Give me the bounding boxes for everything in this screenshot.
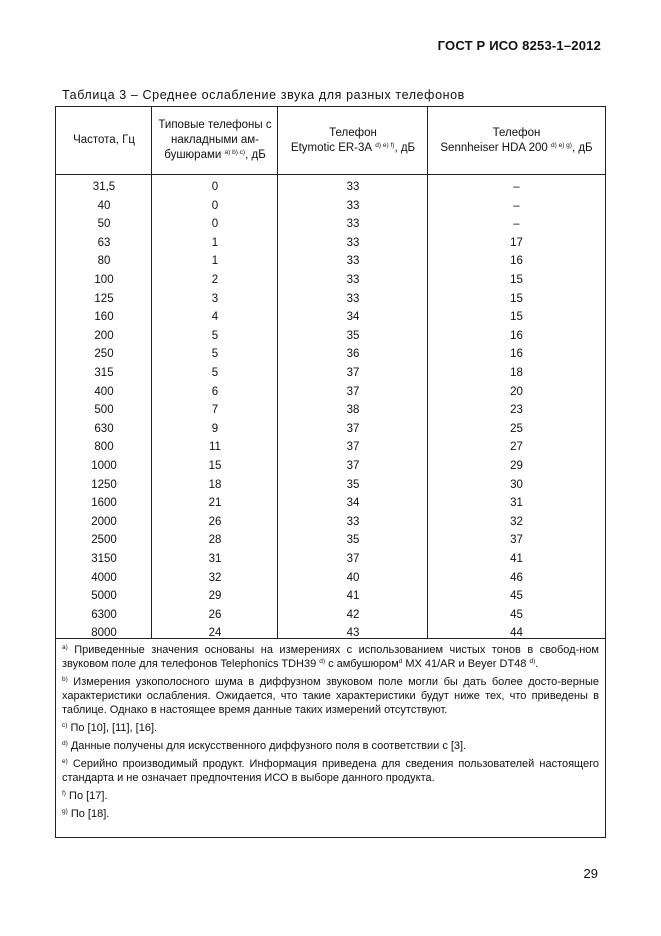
note-e-mark: e) — [62, 758, 68, 765]
cell-etymotic: 36 — [346, 348, 360, 361]
cell-supra-aural: 31 — [208, 553, 222, 565]
cell-sennheiser: 15 — [510, 292, 523, 305]
cell-etymotic: 33 — [346, 274, 360, 286]
header-supra-aural-label: Типовые телефоны с накладными ам-бушюрами — [158, 119, 272, 161]
cell-sennheiser: 23 — [510, 404, 523, 417]
table-row — [56, 513, 605, 532]
cell-supra-aural: 28 — [208, 534, 222, 547]
cell-etymotic: 37 — [346, 422, 360, 435]
table-row — [56, 494, 605, 513]
cell-supra-aural: 5 — [211, 348, 219, 361]
header-etymotic-line1: Телефон — [329, 126, 377, 139]
cell-supra-aural: 24 — [208, 627, 222, 640]
table-row — [56, 215, 605, 234]
cell-sennheiser: 15 — [510, 274, 523, 286]
cell-etymotic: 33 — [346, 292, 360, 305]
table-row — [56, 438, 605, 457]
cell-etymotic: 33 — [346, 181, 360, 193]
cell-etymotic: 38 — [346, 404, 360, 417]
cell-sennheiser: 25 — [510, 422, 523, 435]
note-b: $^{b)}$ Измерения узкополосного шума в диффузном звуковом поле могли бы дать более досто-верные характеристики ослабления. Ожидается, что такие характеристики будут ниже тех, что приведены в таблице. Однако в настоящее время данные таких измерений отсутствуют. — [62, 676, 599, 716]
note-d-mark: d) — [62, 740, 68, 747]
table-row — [56, 252, 605, 271]
cell-frequency: 125 — [94, 292, 114, 305]
cell-sennheiser: 20 — [510, 385, 523, 398]
cell-sennheiser: 15 — [510, 311, 523, 324]
table-row — [56, 234, 605, 253]
cell-supra-aural: 26 — [208, 515, 222, 528]
cell-supra-aural: 2 — [211, 274, 219, 286]
header-etymotic-unit: , дБ — [394, 141, 416, 154]
header-etymotic-line2: Etymotic ER-3A — [290, 141, 373, 154]
note-g-mark: g) — [62, 808, 68, 815]
cell-etymotic: 34 — [346, 311, 360, 324]
cell-etymotic: 40 — [346, 571, 360, 584]
header-frequency-label: Частота, Гц — [73, 134, 135, 146]
note-b-mark: b) — [62, 676, 68, 683]
table-row — [56, 178, 605, 197]
cell-supra-aural: 0 — [211, 181, 219, 193]
note-a-mark: a) — [62, 644, 68, 651]
note-f: $^{f)}$ По [17]. — [62, 790, 108, 802]
cell-etymotic: 37 — [346, 385, 360, 398]
table-row — [56, 550, 605, 569]
table-row — [56, 308, 605, 327]
cell-frequency: 6300 — [91, 608, 117, 621]
note-f-mark: f) — [62, 790, 66, 797]
cell-frequency: 630 — [94, 422, 114, 435]
cell-supra-aural: 1 — [211, 236, 219, 249]
cell-frequency: 800 — [94, 441, 114, 454]
attenuation-table — [55, 106, 606, 838]
note-c: $^{c)}$ По [10], [11], [16]. — [62, 722, 158, 734]
cell-frequency: 160 — [94, 311, 114, 324]
cell-frequency: 40 — [97, 199, 111, 212]
table-row — [56, 290, 605, 309]
page-number: 29 — [583, 866, 598, 881]
table-row — [56, 364, 605, 383]
cell-supra-aural: 0 — [211, 218, 219, 231]
cell-sennheiser: 32 — [510, 515, 523, 528]
table-row — [56, 587, 605, 606]
table-row — [56, 327, 605, 346]
cell-frequency: 5000 — [91, 590, 117, 603]
cell-frequency: 50 — [97, 218, 111, 231]
table-row — [56, 420, 605, 439]
document-code: ГОСТ Р ИСО 8253-1–2012 — [437, 38, 601, 53]
table-row — [56, 197, 605, 216]
cell-supra-aural: 9 — [211, 422, 219, 435]
cell-etymotic: 35 — [346, 329, 360, 342]
cell-etymotic: 33 — [346, 218, 360, 231]
table-row — [56, 457, 605, 476]
header-etymotic-footnotes: d) e) f) — [375, 141, 395, 149]
cell-frequency: 2000 — [91, 515, 117, 528]
table-caption: Таблица 3 – Среднее ослабление звука для разных телефонов — [62, 88, 465, 102]
cell-etymotic: 34 — [346, 497, 360, 510]
cell-etymotic: 37 — [346, 553, 360, 565]
cell-supra-aural: 21 — [208, 497, 222, 510]
cell-sennheiser: 17 — [510, 236, 523, 249]
cell-sennheiser: 37 — [510, 534, 523, 547]
header-frequency — [56, 107, 152, 174]
cell-frequency: 4000 — [91, 571, 117, 584]
header-sennheiser-line1: Телефон — [492, 126, 541, 139]
cell-etymotic: 35 — [346, 534, 360, 547]
note-a: $^{a)}$ Приведенные значения основаны на измерениях с использованием чистых тонов в свобод-ном звуковом поле для телефонов Telephonics TDH39 $^{d)}$ с амбушюром$^d$ MX 41/AR и Beyer DT48 $^{d)}$. — [62, 644, 599, 670]
cell-supra-aural: 5 — [211, 367, 219, 379]
header-etymotic — [278, 107, 428, 174]
cell-supra-aural: 32 — [208, 571, 222, 584]
table-notes — [56, 638, 605, 825]
cell-frequency: 8000 — [91, 627, 117, 640]
cell-supra-aural: 11 — [209, 441, 221, 454]
cell-sennheiser: 16 — [510, 348, 523, 361]
cell-sennheiser: – — [513, 218, 520, 231]
cell-sennheiser: 45 — [510, 608, 523, 621]
cell-supra-aural: 26 — [208, 608, 222, 621]
cell-etymotic: 37 — [346, 460, 360, 472]
header-supra-aural-unit: , дБ — [245, 149, 266, 161]
cell-supra-aural: 1 — [211, 255, 219, 268]
cell-sennheiser: 16 — [510, 329, 523, 342]
cell-etymotic: 41 — [346, 590, 360, 603]
cell-etymotic: 35 — [346, 478, 360, 491]
cell-sennheiser: 45 — [510, 590, 523, 603]
table-row — [56, 606, 605, 625]
cell-sennheiser: – — [513, 181, 520, 193]
cell-etymotic: 33 — [346, 515, 360, 528]
cell-frequency: 63 — [97, 236, 111, 249]
cell-frequency: 200 — [94, 329, 114, 342]
cell-sennheiser: 27 — [510, 441, 523, 454]
cell-frequency: 1250 — [91, 478, 117, 491]
cell-supra-aural: 29 — [208, 590, 222, 603]
cell-frequency: 100 — [94, 274, 114, 286]
cell-frequency: 250 — [94, 348, 114, 361]
cell-etymotic: 37 — [346, 367, 360, 379]
table-row — [56, 476, 605, 495]
cell-frequency: 315 — [94, 367, 114, 379]
cell-supra-aural: 18 — [208, 478, 222, 491]
cell-sennheiser: 29 — [510, 460, 523, 472]
table-row — [56, 401, 605, 420]
cell-sennheiser: 16 — [510, 255, 523, 268]
cell-sennheiser: 30 — [510, 478, 523, 491]
table-row — [56, 271, 605, 290]
cell-etymotic: 33 — [346, 236, 360, 249]
cell-sennheiser: 46 — [510, 571, 523, 584]
cell-etymotic: 33 — [346, 199, 360, 212]
table-row — [56, 569, 605, 588]
cell-sennheiser: 41 — [510, 553, 523, 565]
header-sennheiser-footnotes: d) e) g) — [551, 141, 572, 149]
cell-supra-aural: 5 — [211, 329, 219, 342]
table-row — [56, 531, 605, 550]
note-d: $^{d)}$ Данные получены для искусственного диффузного поля в соответствии с [3]. — [62, 740, 467, 752]
cell-supra-aural: 0 — [211, 199, 219, 212]
cell-etymotic: 37 — [346, 441, 360, 454]
cell-sennheiser: – — [513, 199, 520, 212]
table-header — [56, 107, 605, 175]
header-supra-aural-footnotes: a) b) c) — [224, 149, 246, 156]
cell-frequency: 2500 — [91, 534, 117, 547]
cell-frequency: 80 — [97, 255, 111, 268]
cell-frequency: 3150 — [91, 553, 117, 565]
header-sennheiser — [428, 107, 605, 174]
cell-supra-aural: 15 — [208, 460, 222, 472]
cell-supra-aural: 4 — [211, 311, 219, 324]
header-sennheiser-unit: , дБ — [571, 141, 593, 154]
cell-supra-aural: 3 — [211, 292, 219, 305]
cell-frequency: 31,5 — [92, 181, 116, 193]
cell-frequency: 1000 — [91, 460, 117, 472]
table-row — [56, 345, 605, 364]
note-e: $^{e)}$ Серийно производимый продукт. Информация приведена для сведения пользователей настоящего стандарта и не означает предпочтения ИСО в выборе данного продукта. — [62, 758, 599, 784]
cell-sennheiser: 31 — [510, 497, 523, 510]
cell-frequency: 400 — [94, 385, 114, 398]
header-supra-aural — [152, 107, 278, 174]
cell-frequency: 500 — [94, 404, 114, 417]
table-row — [56, 383, 605, 402]
cell-supra-aural: 6 — [211, 385, 219, 398]
cell-supra-aural: 7 — [211, 404, 219, 417]
cell-sennheiser: 44 — [510, 627, 523, 640]
cell-frequency: 1600 — [91, 497, 117, 510]
cell-etymotic: 43 — [346, 627, 360, 640]
note-c-mark: c) — [62, 722, 68, 729]
cell-etymotic: 42 — [346, 608, 360, 621]
header-sennheiser-line2: Sennheiser HDA 200 — [440, 141, 548, 154]
cell-sennheiser: 18 — [510, 367, 523, 379]
note-g: $^{g)}$ По [18]. — [62, 808, 110, 820]
cell-etymotic: 33 — [346, 255, 360, 268]
